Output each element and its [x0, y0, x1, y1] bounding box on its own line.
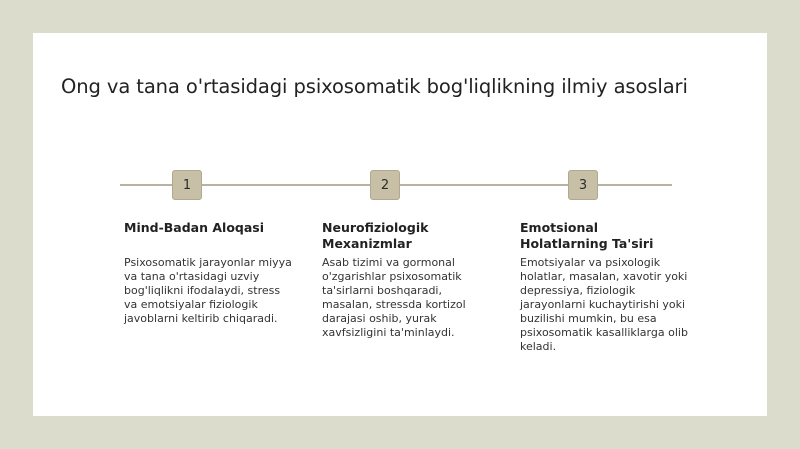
- step-3-badge: 3: [568, 170, 598, 200]
- step-2-title: Neurofiziologik Mexanizmlar: [322, 220, 429, 251]
- step-2-column: [322, 220, 494, 340]
- step-1-title: Mind-Badan Aloqasi: [124, 220, 265, 235]
- step-1-badge: 1: [172, 170, 202, 200]
- step-1-column: [124, 220, 296, 326]
- step-1-description: Psixosomatik jarayonlar miyya va tana o'rtasidagi uzviy bog'liqlikni ifodalaydi, stress va emotsiyalar fiziologik javoblarni keltirib chiqaradi.: [124, 256, 292, 325]
- step-3-description: Emotsiyalar va psixologik holatlar, masalan, xavotir yoki depressiya, fiziologik jarayonlarni kuchaytirishi yoki buzilishi mumkin, bu esa psixosomatik kasalliklarga olib keladi.: [520, 256, 688, 353]
- step-3-column: [520, 220, 692, 354]
- slide: [33, 33, 767, 416]
- step-2-badge: 2: [370, 170, 400, 200]
- step-3-title: Emotsional Holatlarning Ta'siri: [520, 220, 654, 251]
- slide-title: Ong va tana o'rtasidagi psixosomatik bog'liqlikning ilmiy asoslari: [61, 75, 688, 98]
- step-2-description: Asab tizimi va gormonal o'zgarishlar psixosomatik ta'sirlarni boshqaradi, masalan, stressda kortizol darajasi oshib, yurak xavfsizligini ta'minlaydi.: [322, 256, 466, 339]
